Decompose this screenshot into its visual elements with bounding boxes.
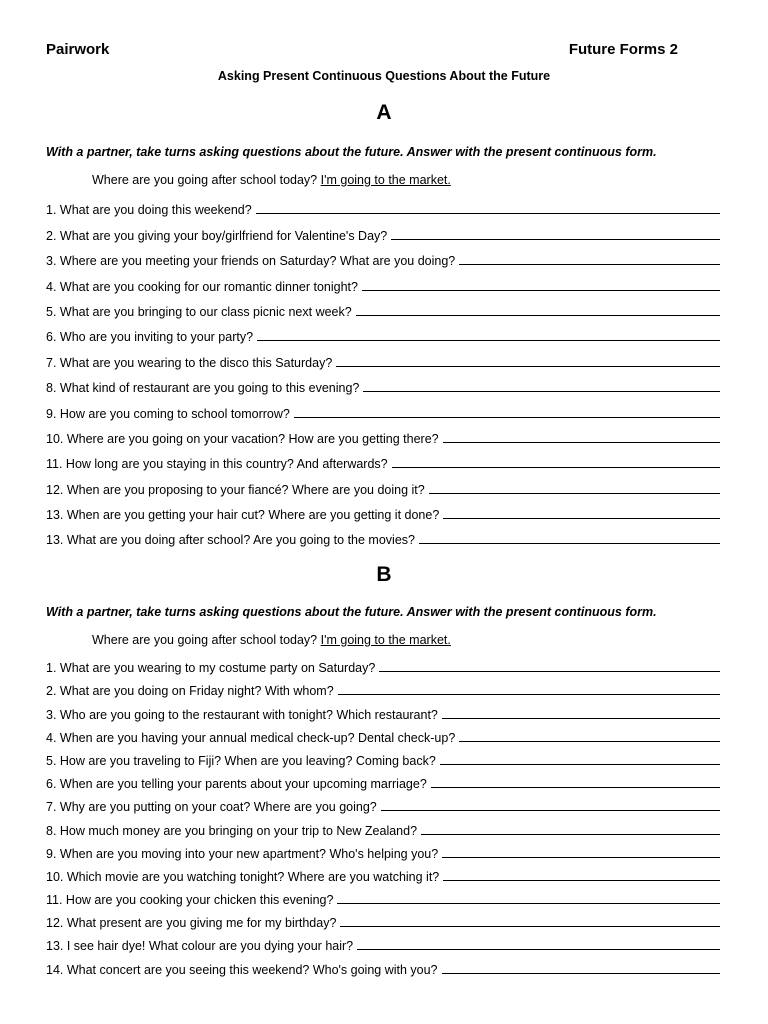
- question-text: 9. How are you coming to school tomorrow?: [46, 406, 290, 421]
- question-row: [46, 953, 720, 976]
- example-question: Where are you going after school today?: [92, 633, 318, 647]
- question-text: 10. Which movie are you watching tonight? Where are you watching it?: [46, 869, 440, 884]
- section-b-instruction: With a partner, take turns asking questions about the future. Answer with the present continuous form.: [46, 605, 657, 619]
- answer-line[interactable]: [337, 903, 720, 904]
- worksheet-subtitle: Asking Present Continuous Questions About the Future: [217, 69, 551, 83]
- question-row: [46, 319, 720, 344]
- question-text: 10. Where are you going on your vacation? How are you getting there?: [46, 431, 439, 446]
- answer-line[interactable]: [392, 467, 720, 468]
- answer-line[interactable]: [442, 973, 721, 974]
- question-text: 1. What are you doing this weekend?: [46, 203, 252, 218]
- question-row: [46, 652, 720, 675]
- section-a-heading: A: [376, 101, 392, 124]
- question-text: 8. What kind of restaurant are you going to this evening?: [46, 381, 360, 396]
- question-text: 11. How are you cooking your chicken this evening?: [46, 893, 334, 908]
- answer-line[interactable]: [459, 264, 720, 265]
- question-text: 6. When are you telling your parents about your upcoming marriage?: [46, 777, 427, 792]
- question-row: [46, 861, 720, 884]
- question-text: 3. Who are you going to the restaurant with tonight? Which restaurant?: [46, 707, 438, 722]
- question-row: [46, 395, 720, 420]
- section-a-example: [92, 173, 451, 187]
- question-text: 3. Where are you meeting your friends on Saturday? What are you doing?: [46, 254, 456, 269]
- answer-line[interactable]: [356, 315, 720, 316]
- answer-line[interactable]: [256, 213, 720, 214]
- question-row: [46, 294, 720, 319]
- section-b-questions: [46, 652, 720, 977]
- question-row: [46, 768, 720, 791]
- answer-line[interactable]: [294, 417, 720, 418]
- question-text: 1. What are you wearing to my costume party on Saturday?: [46, 661, 376, 676]
- answer-line[interactable]: [429, 493, 720, 494]
- section-a-instruction: With a partner, take turns asking questions about the future. Answer with the present continuous form.: [46, 145, 657, 159]
- question-row: [46, 930, 720, 953]
- question-row: [46, 814, 720, 837]
- question-row: [46, 791, 720, 814]
- question-text: 13. What are you doing after school? Are you going to the movies?: [46, 533, 415, 548]
- question-text: 2. What are you doing on Friday night? With whom?: [46, 684, 334, 699]
- question-row: [46, 268, 720, 293]
- question-row: [46, 722, 720, 745]
- question-row: [46, 446, 720, 471]
- answer-line[interactable]: [442, 718, 720, 719]
- answer-line[interactable]: [357, 949, 720, 950]
- question-row: [46, 344, 720, 369]
- answer-line[interactable]: [431, 787, 720, 788]
- question-text: 12. When are you proposing to your fiancé? Where are you doing it?: [46, 482, 425, 497]
- question-row: [46, 838, 720, 861]
- answer-line[interactable]: [440, 764, 720, 765]
- answer-line[interactable]: [381, 810, 720, 811]
- answer-line[interactable]: [379, 671, 720, 672]
- answer-line[interactable]: [419, 543, 720, 544]
- question-text: 14. What concert are you seeing this weekend? Who's going with you?: [46, 962, 438, 977]
- answer-line[interactable]: [442, 857, 720, 858]
- question-text: 11. How long are you staying in this country? And afterwards?: [46, 457, 388, 472]
- question-row: [46, 217, 720, 242]
- answer-line[interactable]: [421, 834, 720, 835]
- question-text: 5. How are you traveling to Fiji? When are you leaving? Coming back?: [46, 753, 436, 768]
- answer-line[interactable]: [362, 290, 720, 291]
- answer-line[interactable]: [443, 442, 720, 443]
- question-row: [46, 370, 720, 395]
- answer-line[interactable]: [443, 518, 720, 519]
- answer-line[interactable]: [257, 340, 720, 341]
- question-row: [46, 497, 720, 522]
- question-row: [46, 907, 720, 930]
- section-a-questions: [46, 192, 720, 547]
- example-answer: I'm going to the market.: [320, 173, 451, 187]
- answer-line[interactable]: [338, 694, 720, 695]
- question-text: 13. I see hair dye! What colour are you dying your hair?: [46, 939, 354, 954]
- question-row: [46, 192, 720, 217]
- example-question: Where are you going after school today?: [92, 173, 318, 187]
- question-text: 5. What are you bringing to our class picnic next week?: [46, 304, 352, 319]
- question-text: 12. What present are you giving me for my birthday?: [46, 916, 337, 931]
- header-title: Future Forms 2: [568, 41, 678, 58]
- example-answer: I'm going to the market.: [320, 633, 451, 647]
- section-b-heading: B: [376, 563, 392, 586]
- question-text: 2. What are you giving your boy/girlfriend for Valentine's Day?: [46, 228, 388, 243]
- answer-line[interactable]: [459, 741, 720, 742]
- question-row: [46, 745, 720, 768]
- header-pairwork: Pairwork: [46, 41, 110, 58]
- question-text: 4. What are you cooking for our romantic dinner tonight?: [46, 279, 358, 294]
- question-text: 7. What are you wearing to the disco this Saturday?: [46, 355, 333, 370]
- question-text: 13. When are you getting your hair cut? Where are you getting it done?: [46, 508, 440, 523]
- answer-line[interactable]: [336, 366, 720, 367]
- question-row: [46, 522, 720, 547]
- question-row: [46, 884, 720, 907]
- question-row: [46, 243, 720, 268]
- question-text: 9. When are you moving into your new apartment? Who's helping you?: [46, 846, 439, 861]
- section-b-example: [92, 633, 451, 647]
- question-text: 8. How much money are you bringing on your trip to New Zealand?: [46, 823, 418, 838]
- question-row: [46, 471, 720, 496]
- question-row: [46, 675, 720, 698]
- question-text: 6. Who are you inviting to your party?: [46, 330, 254, 345]
- answer-line[interactable]: [391, 239, 720, 240]
- answer-line[interactable]: [443, 880, 720, 881]
- question-row: [46, 698, 720, 721]
- answer-line[interactable]: [340, 926, 720, 927]
- answer-line[interactable]: [363, 391, 720, 392]
- question-text: 7. Why are you putting on your coat? Where are you going?: [46, 800, 377, 815]
- question-row: [46, 421, 720, 446]
- question-text: 4. When are you having your annual medical check-up? Dental check-up?: [46, 730, 456, 745]
